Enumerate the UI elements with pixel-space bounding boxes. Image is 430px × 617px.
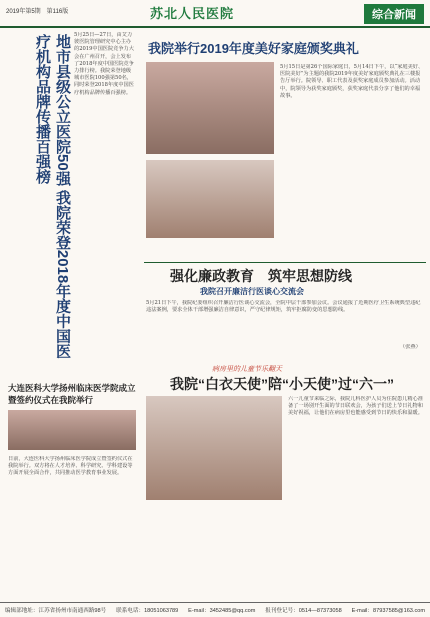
- footer-address: 编辑部地址：江苏省扬州市南通西路98号: [4, 608, 107, 614]
- yangzhou-headline: 大连医科大学扬州临床医学院成立暨签约仪式在我院举行: [8, 383, 136, 405]
- family-body: 5月15日是第26个国际家庭日，5月14日下午，以“家庭美好、医院美好”为主题的我院2019年度美好家庭颁奖典礼在三楼报告厅举行。院领导、职工代表及获奖家庭成员参加活动。活动中，院领导为获奖家庭颁奖，获奖家庭代表分享了他们的幸福故事。: [280, 64, 424, 99]
- county-hospital-body: 5月25日—27日，由艾力彼医院管理研究中心主办的2019中国医院竞争力大会在广州召开，会上发布了2018年度中国医院竞争力排行榜。我院荣登地级城市医院100强第50名，同时荣登2018年度中国医疗机构品牌传播百强榜。: [74, 32, 134, 96]
- divider: [144, 262, 426, 263]
- childrens-photo: [146, 396, 282, 500]
- childrens-body: 六一儿童节来临之际，我院儿科医护人员为住院患儿精心准备了一场别开生面的节日联欢会，为孩子们送上节日礼物和美好祝福，让他们在病房里也能感受到节日的快乐和温暖。: [288, 396, 423, 417]
- family-photo-1: [146, 62, 274, 154]
- footer-email: E-mail：3452485@qq.com: [188, 608, 256, 614]
- section-label: 综合新闻: [364, 4, 424, 24]
- footer-phone: 联系电话：18051063789: [116, 608, 179, 614]
- paper-name: 苏北人民医院: [150, 6, 235, 21]
- footer-email2: E-mail：87937585@163.com: [351, 608, 426, 614]
- childrens-headline: 我院“白衣天使”陪“小天使”过“六一”: [170, 376, 394, 392]
- footer: [0, 602, 430, 617]
- integrity-headline: 强化廉政教育 筑牢思想防线: [170, 268, 352, 284]
- issue-line: 2019年第5期 第116版: [6, 9, 69, 15]
- yangzhou-photo: [8, 410, 136, 450]
- family-headline: 我院举行2019年度美好家庭颁奖典礼: [148, 41, 359, 56]
- family-photo-2: [146, 160, 274, 238]
- footer-print: 报刊登记号：0514—87373058: [265, 608, 342, 614]
- yangzhou-body: 日前，大连医科大学扬州临床医学院成立暨签约仪式在我院举行。双方将在人才培养、科学研究、学科建设等方面开展全面合作，共同推动医学教育事业发展。: [8, 456, 133, 477]
- county-hospital-headline: 地市县级公立医院50强 我院荣登2018年度中国医疗机构品牌传播百强榜: [34, 34, 71, 359]
- integrity-subheadline: 我院召开廉洁行医谈心交流会: [200, 287, 304, 296]
- integrity-credit: （张燕）: [400, 344, 421, 350]
- integrity-body: 5月21日下午，我院纪委组织召开廉洁行医谈心交流会，全院中层干部参加会议。会议通报了近期医疗卫生系统典型违纪违法案例，要求全体干部增强廉洁自律意识，严守纪律规矩，筑牢拒腐防变的思想防线。: [146, 300, 421, 314]
- childrens-kicker: 病房里的儿童节乐翻天: [212, 366, 282, 373]
